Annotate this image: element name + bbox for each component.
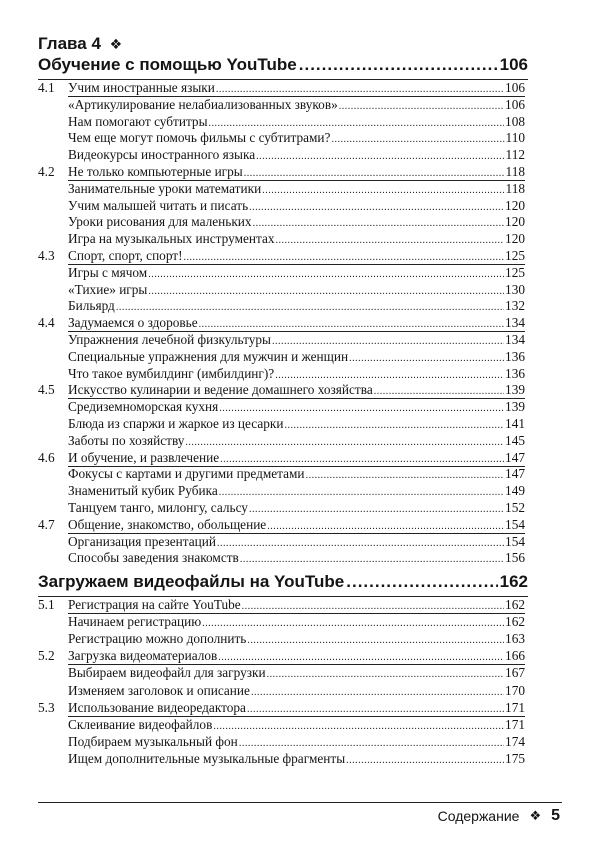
entry-title: Средиземноморская кухня [68,399,219,415]
chapter-label [38,33,122,55]
entry-page-number: 162 [505,614,525,630]
entry-title: Нам помогают субтитры [68,113,208,129]
entry-title: И обучение, и развлечение [68,449,220,465]
toc-entry [68,264,525,281]
toc-entry [38,314,525,331]
dot-leader [240,551,504,568]
entry-title: Спорт, спорт, спорт! [68,248,183,263]
entry-title: Общение, знакомство, обольщение [68,516,267,532]
entry-page-number: 147 [505,466,525,482]
entry-page-number: 139 [505,382,525,398]
toc-entry [68,613,525,630]
toc-entry [38,449,525,466]
entry-page-number: 134 [505,315,525,331]
toc-entry [68,213,525,230]
toc-entry [38,381,525,398]
entry-title: Ищем дополнительные музыкальные фрагменты [68,750,346,766]
toc-entry [68,230,525,247]
entry-page-number: 106 [505,96,525,112]
entry-page-number: 136 [505,348,525,364]
toc-entry [68,630,525,647]
toc-entry [68,750,525,767]
toc-entry [68,716,525,733]
entry-title: Что такое вумбилдинг (имбилдинг)? [68,365,275,381]
section-number: 4.5 [38,382,55,398]
chapter-title-text: Обучение с помощью YouTube [38,55,297,74]
entry-page-number: 154 [505,533,525,549]
entry-page-number: 170 [505,682,525,698]
entry-page-number: 167 [505,665,525,681]
entry-page-number: 145 [505,432,525,448]
page-footer [438,806,560,826]
entry-title: Подбираем музыкальный фон [68,733,238,749]
toc-entry [68,129,525,146]
entry-title: Специальные упражнения для мужчин и женщин [68,348,349,364]
entry-page-number: 152 [505,500,525,515]
diamond-icon: ❖ [109,36,123,52]
entry-page-number: 112 [505,147,525,163]
entry-title: Фокусы с картами и другими предметами [68,466,305,482]
entry-title: Учим малышей читать и писать [68,197,249,213]
entry-title: Способы заведения знакомств [68,550,239,566]
entry-title: Упражнения лечебной физкультуры [68,332,271,347]
chapter-title-text: Загружаем видеофайлы на YouTube [38,572,345,591]
toc-entry [68,682,525,699]
toc-entry [68,398,525,415]
entry-page-number: 147 [505,449,525,465]
toc-entry [68,146,525,163]
entry-title: Не только компьютерные игры [68,164,243,179]
entry-page-number: 163 [505,631,525,647]
chapter-label-text: Глава 4 [38,34,101,53]
entry-title: Занимательные уроки математики [68,180,262,196]
toc-entry [68,331,525,348]
entry-page-number: 149 [505,483,525,499]
dot-leader [299,55,498,75]
entry-title: Уроки рисования для маленьких [68,214,252,230]
toc-entry [38,699,525,716]
toc-entry [68,365,525,382]
section-number: 5.1 [38,597,55,612]
entry-title: Выбираем видеофайл для загрузки [68,665,266,681]
toc-entry [38,79,525,96]
entry-page-number: 171 [505,716,525,732]
entry-page-number: 141 [505,416,525,431]
page-number: 5 [551,807,560,824]
toc-entry [68,113,525,130]
entry-title: Искусство кулинарии и ведение домашнего хозяйства [68,382,373,398]
entry-page-number: 110 [505,130,525,146]
entry-page-number: 125 [505,264,525,280]
entry-page-number: 136 [505,365,525,381]
entry-title: Склеивание видеофайлов [68,716,213,732]
toc-entry [68,733,525,750]
toc-entry [68,180,525,197]
entry-page-number: 154 [505,516,525,532]
section-number: 4.7 [38,516,55,532]
toc-entry [68,415,525,432]
section-number: 4.1 [38,80,55,95]
toc-entry [38,647,525,664]
entry-title: Организация презентаций [68,533,216,549]
footer-rule [38,802,562,803]
entry-page-number: 171 [505,699,525,715]
footer-section-title: Содержание [437,808,520,824]
entry-title: Танцуем танго, милонгу, сальсу [68,500,248,515]
toc-entry [68,281,525,298]
entry-title: Использование видеоредактора [68,699,246,715]
toc-entry [38,247,525,264]
entry-page-number: 120 [505,231,525,247]
entry-title: Учим иностранные языки [68,80,215,95]
entry-page-number: 120 [505,214,525,230]
entry-title: Бильярд [68,298,115,314]
entry-page-number: 120 [505,197,525,213]
toc-entry [68,533,525,550]
entry-title: Чем еще могут помочь фильмы с субтитрами? [68,130,331,146]
entry-page-number: 125 [505,248,525,263]
toc-entry [68,482,525,499]
entry-page-number: 139 [505,399,525,415]
toc-entry [68,197,525,214]
dot-leader [346,572,497,592]
entry-page-number: 118 [505,164,525,179]
toc-entry [68,465,525,482]
diamond-icon: ❖ [529,808,542,823]
toc-entry [68,664,525,681]
toc-entry [38,163,525,180]
entry-page-number: 130 [505,281,525,297]
entry-page-number: 132 [505,298,525,314]
section-number: 5.3 [38,699,55,715]
entry-page-number: 134 [505,332,525,347]
entry-page-number: 106 [505,80,525,95]
entry-page-number: 174 [505,733,525,749]
toc-entry [68,96,525,113]
entry-title: Знаменитый кубик Рубика [68,483,218,499]
entry-title: Заботы по хозяйству [68,432,185,448]
toc-entry [68,499,525,516]
entry-page-number: 156 [505,550,525,566]
entry-page-number: 175 [505,750,525,766]
section-number: 4.2 [38,164,55,179]
toc-entry [68,297,525,314]
chapter-page-number: 106 [499,55,528,74]
entry-page-number: 162 [505,597,525,612]
entry-title: Регистрация на сайте YouTube [68,597,241,612]
section-number: 4.3 [38,248,55,263]
toc-entry [38,516,525,533]
section-number: 4.4 [38,315,55,331]
toc-entry [68,549,525,566]
entry-title: Изменяем заголовок и описание [68,682,250,698]
entry-title: Начинаем регистрацию [68,614,202,630]
entry-title: Задумаемся о здоровье [68,315,198,331]
entry-page-number: 166 [505,648,525,664]
entry-title: Игры с мячом [68,264,148,280]
entry-title: Загрузка видеоматериалов [68,648,218,664]
toc-entry [68,348,525,365]
entry-title: Игра на музыкальных инструментах [68,231,275,247]
section-number: 4.6 [38,449,55,465]
entry-title: Регистрацию можно дополнить [68,631,247,647]
chapter-5-title [38,572,528,596]
entry-title: «Артикулирование нелабиализованных звуков» [68,96,338,112]
section-number: 5.2 [38,648,55,664]
dot-leader [346,752,504,769]
chapter-page-number: 162 [499,572,528,591]
entry-page-number: 108 [505,113,525,129]
chapter-4-title [38,55,528,79]
entry-title: Блюда из спаржи и жаркое из цесарки [68,416,284,431]
entry-page-number: 118 [505,180,525,196]
toc-entry [68,432,525,449]
entry-title: Видеокурсы иностранного языка [68,147,256,163]
entry-title: «Тихие» игры [68,281,148,297]
toc-entry [38,596,525,613]
